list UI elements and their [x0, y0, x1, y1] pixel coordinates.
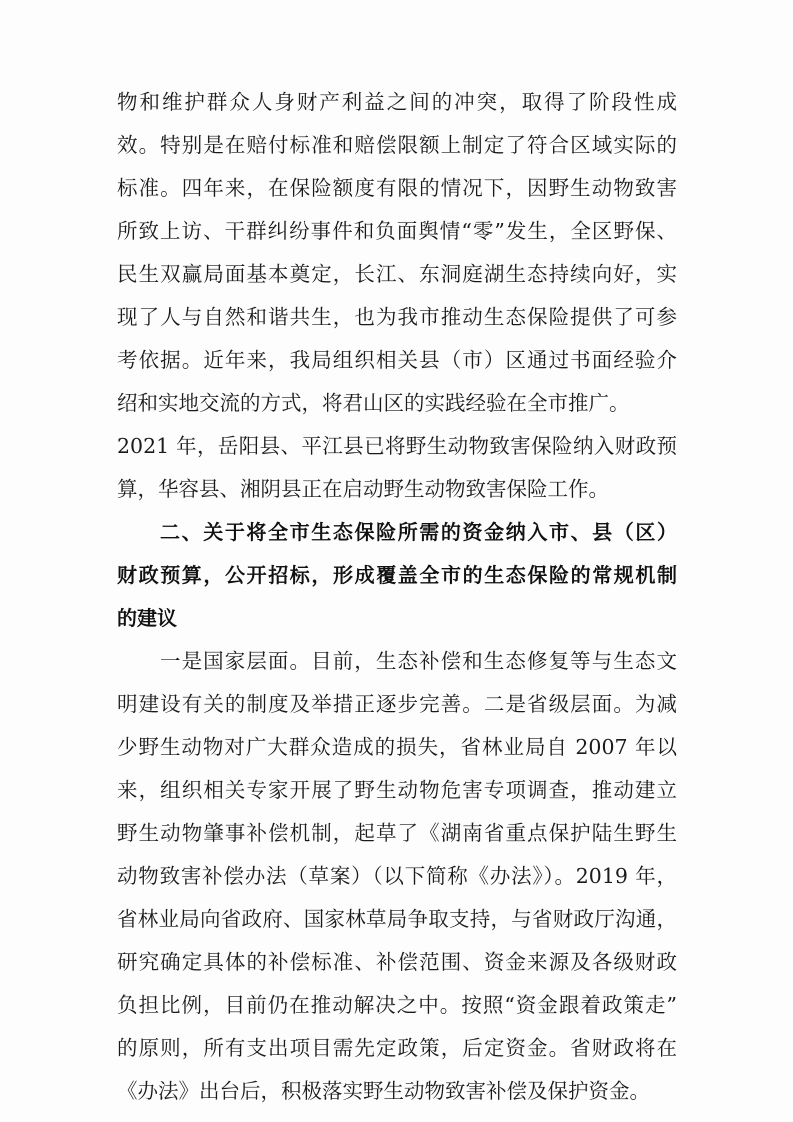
- body-text-line: 标准。四年来，在保险额度有限的情况下，因野生动物致害: [117, 176, 677, 200]
- body-text-line: 动物致害补偿办法（草案）（以下简称《办法》）。2019 年，: [117, 864, 677, 888]
- body-text-line: 算，华容县、湘阴县正在启动野生动物致害保险工作。: [117, 477, 609, 501]
- body-text-line: 绍和实地交流的方式，将君山区的实践经验在全市推广。: [117, 391, 630, 415]
- body-text-line: 《办法》出台后，积极落实野生动物致害补偿及保护资金。: [117, 1079, 650, 1103]
- body-text-line: 研究确定具体的补偿标准、补偿范围、资金来源及各级财政: [117, 950, 677, 974]
- body-text-line: 的原则，所有支出项目需先定政策，后定资金。省财政将在: [117, 1036, 677, 1060]
- body-text-line: 2021 年，岳阳县、平江县已将野生动物致害保险纳入财政预: [117, 434, 677, 458]
- body-text-line: 明建设有关的制度及举措正逐步完善。二是省级层面。为减: [117, 692, 677, 716]
- section-heading-line: 财政预算，公开招标，形成覆盖全市的生态保险的常规机制: [117, 563, 677, 587]
- body-text-line: 民生双赢局面基本奠定，长江、东洞庭湖生态持续向好，实: [117, 262, 677, 286]
- body-text-line: 少野生动物对广大群众造成的损失，省林业局自 2007 年以: [117, 735, 677, 759]
- body-text-line: 负担比例，目前仍在推动解决之中。按照“资金跟着政策走”: [117, 993, 677, 1017]
- body-text-line: 现了人与自然和谐共生，也为我市推动生态保险提供了可参: [117, 305, 677, 329]
- body-text-line: 物和维护群众人身财产利益之间的冲突，取得了阶段性成: [117, 90, 677, 114]
- section-heading-line: 二、关于将全市生态保险所需的资金纳入市、县（区）: [160, 520, 677, 544]
- body-text-line: 一是国家层面。目前，生态补偿和生态修复等与生态文: [160, 649, 677, 673]
- section-heading-line: 的建议: [117, 606, 177, 630]
- body-text-line: 考依据。近年来，我局组织相关县（市）区通过书面经验介: [117, 348, 677, 372]
- body-text-line: 省林业局向省政府、国家林草局争取支持，与省财政厅沟通，: [117, 907, 677, 931]
- body-text-line: 所致上访、干群纠纷事件和负面舆情“零”发生，全区野保、: [117, 219, 677, 243]
- body-text-line: 野生动物肇事补偿机制，起草了《湖南省重点保护陆生野生: [117, 821, 677, 845]
- body-text-line: 来，组织相关专家开展了野生动物危害专项调查，推动建立: [117, 778, 677, 802]
- body-text-line: 效。特别是在赔付标准和赔偿限额上制定了符合区域实际的: [117, 133, 677, 157]
